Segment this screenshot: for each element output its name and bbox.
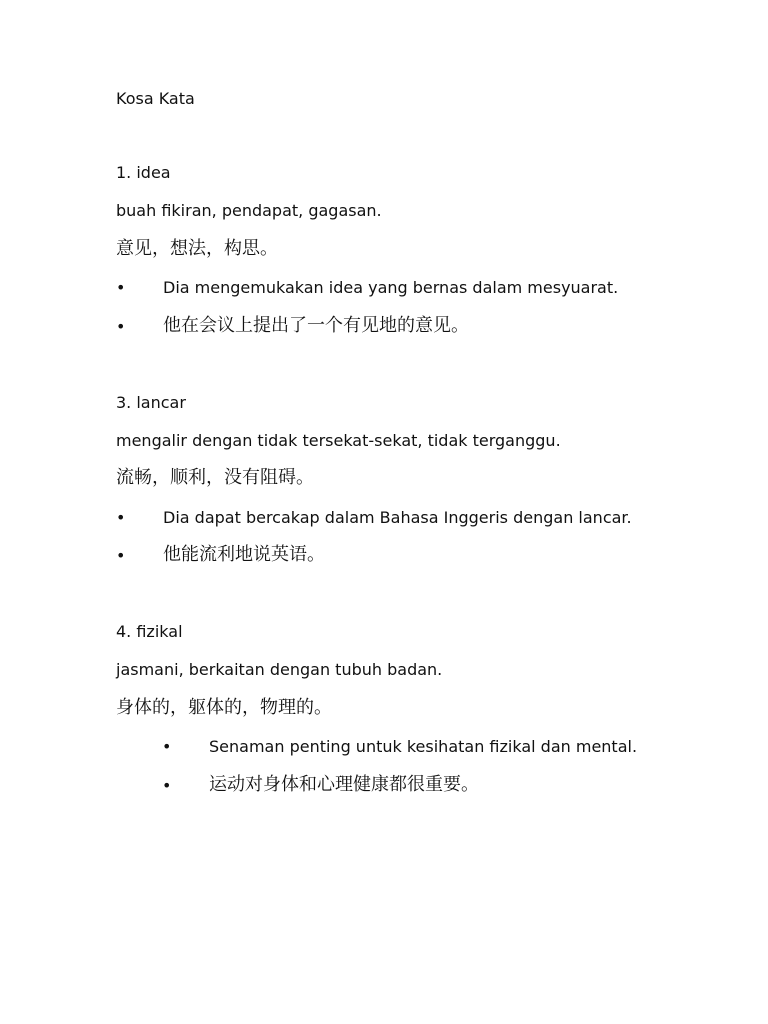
example-item [116,315,676,339]
entry-definition-ms: buah fikiran, pendapat, gagasan. [116,201,382,220]
example-text-ms: Senaman penting untuk kesihatan fizikal dan mental. [209,737,638,756]
entry-term: 4. fizikal [116,622,183,641]
bullet-icon: • [116,508,126,527]
bullet-icon: • [116,317,126,336]
example-item [116,544,676,568]
entry-term: 1. idea [116,163,171,182]
example-item [116,278,676,300]
bullet-icon: • [116,546,126,565]
bullet-icon: • [162,776,172,795]
example-item [116,508,676,530]
example-text-ms: Dia dapat bercakap dalam Bahasa Inggeris dengan lancar. [163,508,632,527]
bullet-icon: • [116,278,126,297]
example-text-zh: 他在会议上提出了一个有见地的意见。 [163,315,469,336]
example-text-ms: Dia mengemukakan idea yang bernas dalam mesyuarat. [163,278,619,297]
entry-definition-ms: mengalir dengan tidak tersekat-sekat, tidak terganggu. [116,431,561,450]
entry-definition-zh: 流畅，顺利，没有阻碍。 [116,467,314,488]
example-item [162,737,722,759]
entry-definition-ms: jasmani, berkaitan dengan tubuh badan. [116,660,443,679]
example-item [162,774,722,798]
bullet-icon: • [162,737,172,756]
example-text-zh: 运动对身体和心理健康都很重要。 [209,774,479,795]
entry-definition-zh: 身体的，躯体的，物理的。 [116,697,332,718]
entry-definition-zh: 意见，想法，构思。 [116,238,278,259]
document-heading: Kosa Kata [116,89,195,108]
example-text-zh: 他能流利地说英语。 [163,544,325,565]
entry-term: 3. lancar [116,393,186,412]
